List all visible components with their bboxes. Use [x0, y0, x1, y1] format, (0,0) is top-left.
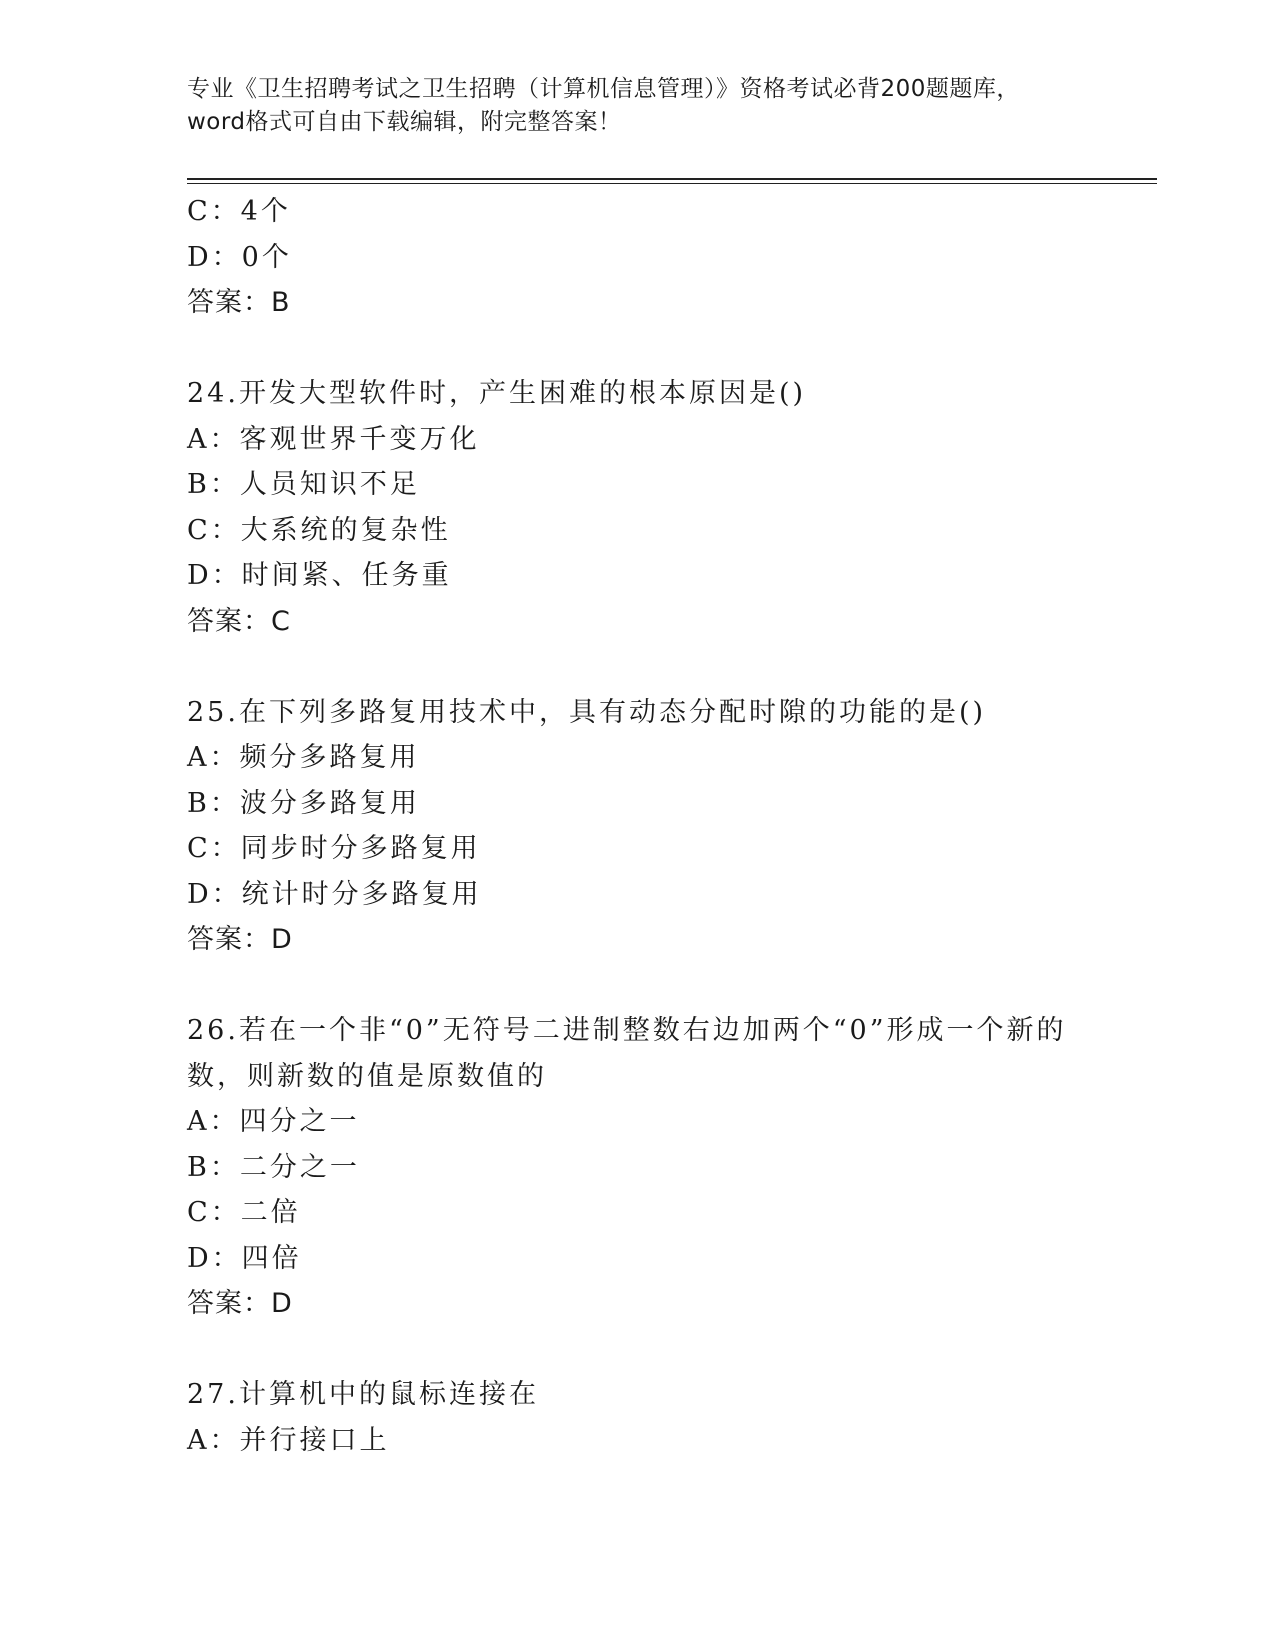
question-text: 24.开发大型软件时，产生困难的根本原因是()	[187, 378, 807, 409]
option-line: D：四倍	[187, 1242, 302, 1274]
option-line: C：同步时分多路复用	[187, 833, 481, 864]
answer-line: 答案：D	[187, 924, 293, 955]
option-line: B：二分之一	[187, 1151, 360, 1183]
option-line: D：0个	[187, 241, 292, 273]
option-line: D：统计时分多路复用	[187, 878, 482, 910]
document-page	[187, 0, 1157, 1650]
answer-line: 答案：C	[187, 605, 291, 637]
answer-line: 答案：D	[187, 1288, 293, 1319]
header-divider	[187, 178, 1157, 184]
answer-line: 答案：B	[187, 287, 291, 318]
option-line: A：频分多路复用	[187, 742, 420, 773]
question-text: 27.计算机中的鼠标连接在	[187, 1379, 539, 1410]
option-line: C：二倍	[187, 1197, 301, 1228]
option-line: C：4个	[187, 196, 291, 227]
header-line-2: word格式可自由下载编辑，附完整答案！	[187, 109, 622, 135]
question-text-continued: 数，则新数的值是原数值的	[187, 1060, 547, 1092]
option-line: A：四分之一	[187, 1106, 360, 1137]
question-text: 26.若在一个非“0”无符号二进制整数右边加两个“0”形成一个新的	[187, 1015, 1067, 1046]
question-text: 25.在下列多路复用技术中，具有动态分配时隙的功能的是()	[187, 696, 987, 728]
option-line: A：并行接口上	[187, 1424, 390, 1456]
option-line: B：人员知识不足	[187, 469, 420, 500]
header-line-1: 专业《卫生招聘考试之卫生招聘（计算机信息管理）》资格考试必背200题题库，	[187, 76, 1020, 102]
option-line: D：时间紧、任务重	[187, 560, 452, 591]
option-line: B：波分多路复用	[187, 787, 420, 819]
document-header	[187, 73, 1147, 139]
option-line: C：大系统的复杂性	[187, 514, 451, 546]
question-list	[187, 189, 1157, 1463]
option-line: A：客观世界千变万化	[187, 423, 480, 455]
